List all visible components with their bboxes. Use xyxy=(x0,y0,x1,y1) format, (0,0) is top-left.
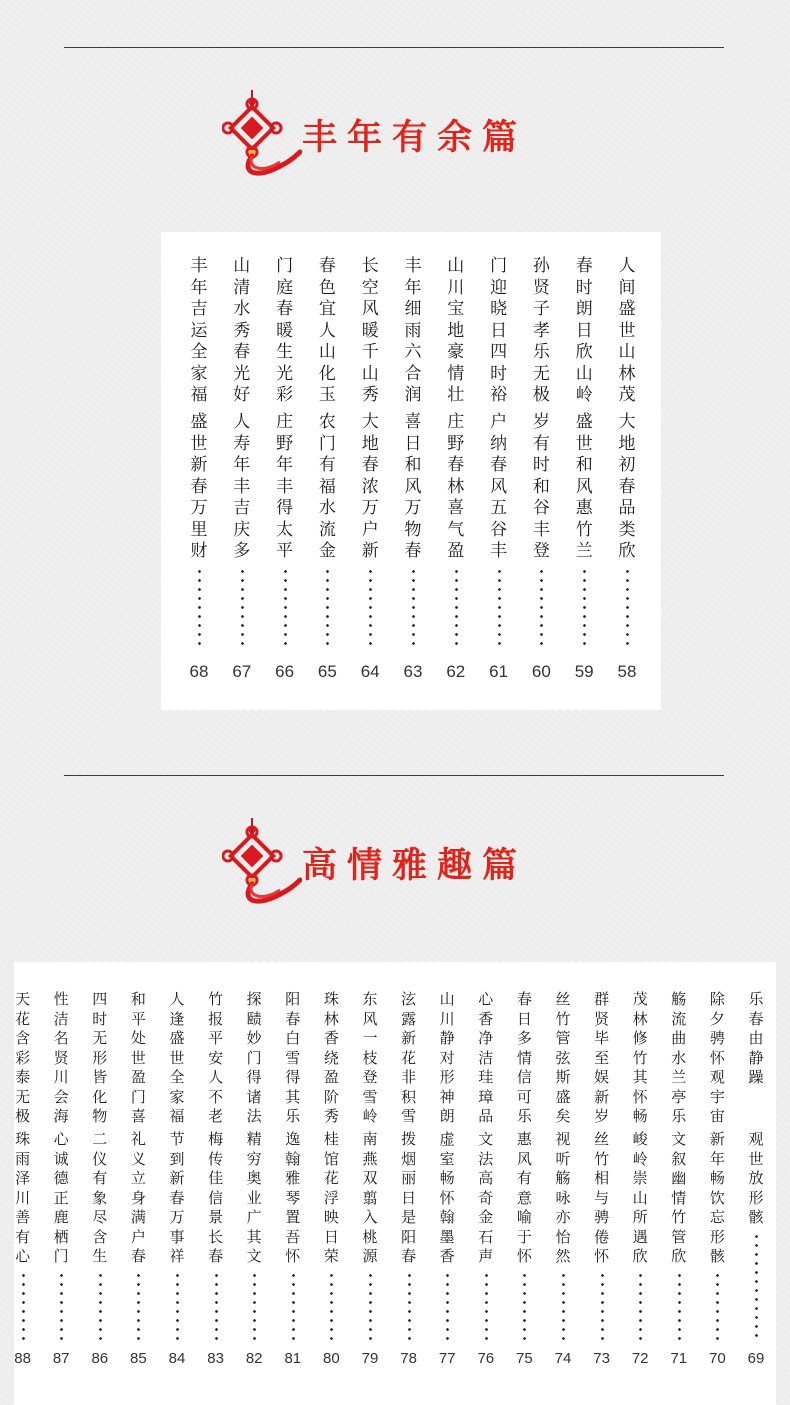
toc-entry[interactable] xyxy=(663,962,695,1405)
page-number: 76 xyxy=(477,1350,495,1367)
entry-line2: 峻 岭 崇 山 所 遇 欣 xyxy=(632,1130,648,1265)
page-number: 73 xyxy=(593,1350,610,1367)
leader-dots xyxy=(99,1271,102,1341)
toc-entry[interactable] xyxy=(200,962,232,1405)
entry-line2: 庄 野 春 林 喜 气 盈 xyxy=(447,412,465,561)
toc-entry[interactable] xyxy=(586,962,618,1405)
entry-line1: 探 赜 妙 门 得 诸 法 xyxy=(246,990,262,1125)
page-number: 74 xyxy=(554,1350,572,1367)
leader-dots xyxy=(755,1232,758,1341)
page-number: 60 xyxy=(531,662,551,681)
toc-entry[interactable] xyxy=(439,232,473,710)
entry-line1: 茂 林 修 竹 其 怀 畅 xyxy=(632,990,648,1125)
entry-line2: 二 仪 有 象 尽 含 生 xyxy=(92,1130,108,1265)
entry-line1: 除 夕 骋 怀 观 宇 宙 xyxy=(709,990,725,1125)
entry-line2: 大 地 春 浓 万 户 新 xyxy=(361,412,379,561)
entry-line1: 竹 报 平 安 人 不 老 xyxy=(208,990,224,1125)
page-number: 62 xyxy=(446,662,466,681)
page-number: 58 xyxy=(617,662,637,681)
entry-line2: 视 听 觞 咏 亦 怡 然 xyxy=(555,1130,571,1265)
page-number: 77 xyxy=(438,1350,456,1367)
entry-line1: 觞 流 曲 水 兰 亭 乐 xyxy=(671,990,687,1125)
toc-entry[interactable] xyxy=(45,962,77,1405)
toc-entry[interactable] xyxy=(225,232,259,710)
entry-line1: 山 川 静 对 形 神 朗 xyxy=(439,990,455,1125)
page-number: 75 xyxy=(516,1350,533,1367)
leader-dots xyxy=(198,567,201,651)
entry-line1: 春 色 宜 人 山 化 玉 xyxy=(318,256,336,405)
chinese-knot-icon xyxy=(222,818,302,908)
section1-title: 丰年有余篇 xyxy=(302,117,528,158)
entry-line2: 南 燕 双 翦 入 桃 源 xyxy=(362,1130,378,1265)
leader-dots xyxy=(369,567,372,651)
toc-entry[interactable] xyxy=(238,962,270,1405)
entry-line1: 丰 年 细 雨 六 合 润 xyxy=(404,256,422,405)
toc-entry[interactable] xyxy=(482,232,516,710)
page-number: 67 xyxy=(232,662,252,681)
toc-entry[interactable] xyxy=(431,962,463,1405)
toc-entry[interactable] xyxy=(268,232,302,710)
entry-line1: 心 香 净 洁 珪 璋 品 xyxy=(478,990,494,1125)
page-number: 84 xyxy=(168,1350,186,1367)
entry-line1: 山 川 宝 地 豪 情 壮 xyxy=(447,256,465,405)
toc-entry[interactable] xyxy=(122,962,154,1405)
toc-entry[interactable] xyxy=(610,232,644,710)
leader-dots xyxy=(716,1271,719,1341)
page-number: 70 xyxy=(709,1350,726,1367)
leader-dots xyxy=(253,1271,256,1341)
toc-entry[interactable] xyxy=(396,232,430,710)
section2-header xyxy=(222,828,527,898)
page-number: 78 xyxy=(400,1350,417,1367)
toc-entry[interactable] xyxy=(508,962,540,1405)
page-number: 83 xyxy=(207,1350,224,1367)
entry-line1: 珠 林 香 绕 盈 阶 秀 xyxy=(323,990,339,1125)
page-number: 80 xyxy=(323,1350,340,1367)
page-number: 82 xyxy=(245,1350,263,1367)
leader-dots xyxy=(485,1271,488,1341)
page-number: 64 xyxy=(360,662,380,681)
leader-dots xyxy=(326,567,329,651)
entry-line1: 孙 贤 子 孝 乐 无 极 xyxy=(532,256,550,405)
page-number: 71 xyxy=(670,1350,688,1367)
toc-entry[interactable] xyxy=(701,962,733,1405)
leader-dots xyxy=(498,567,501,651)
entry-line1: 春 日 多 情 信 可 乐 xyxy=(516,990,532,1125)
leader-dots xyxy=(455,567,458,651)
leader-dots xyxy=(639,1271,642,1341)
entry-line2: 丝 竹 相 与 骋 倦 怀 xyxy=(594,1130,610,1265)
page-number: 81 xyxy=(284,1350,302,1367)
entry-line2: 岁 有 时 和 谷 丰 登 xyxy=(532,412,550,561)
section2-toc-panel xyxy=(14,962,776,1405)
toc-entry[interactable] xyxy=(310,232,344,710)
leader-dots xyxy=(292,1271,295,1341)
entry-line2: 心 诚 德 正 鹿 栖 门 xyxy=(53,1130,69,1265)
toc-entry[interactable] xyxy=(524,232,558,710)
leader-dots xyxy=(540,567,543,651)
entry-line1: 人 间 盛 世 山 林 茂 xyxy=(618,256,636,405)
leader-dots xyxy=(626,567,629,651)
toc-entry[interactable] xyxy=(354,962,386,1405)
page-number: 87 xyxy=(52,1350,70,1367)
leader-dots xyxy=(60,1271,63,1341)
leader-dots xyxy=(284,567,287,651)
leader-dots xyxy=(523,1271,526,1341)
page-number: 72 xyxy=(631,1350,649,1367)
toc-entry[interactable] xyxy=(567,232,601,710)
entry-line1: 泫 露 新 花 非 积 雪 xyxy=(401,990,417,1125)
entry-line1: 东 风 一 枝 登 雪 岭 xyxy=(362,990,378,1125)
page-number: 68 xyxy=(189,662,209,681)
page-number: 66 xyxy=(275,662,295,681)
entry-line2: 人 寿 年 丰 吉 庆 多 xyxy=(233,412,251,561)
leader-dots xyxy=(330,1271,333,1341)
entry-line2: 节 到 新 春 万 事 祥 xyxy=(169,1130,185,1265)
section1-toc-panel xyxy=(161,232,661,710)
page-number: 86 xyxy=(91,1350,109,1367)
entry-line1: 门 庭 春 暖 生 光 彩 xyxy=(276,256,294,405)
entry-line1: 性 洁 名 贤 川 会 海 xyxy=(53,990,69,1125)
entry-line2: 珠 雨 泽 川 善 有 心 xyxy=(15,1130,31,1265)
middle-divider xyxy=(64,775,724,776)
toc-entry[interactable] xyxy=(547,962,579,1405)
entry-line1: 群 贤 毕 至 娱 新 岁 xyxy=(594,990,610,1125)
entry-line1: 乐 春 由 静 躁 xyxy=(748,990,764,1086)
leader-dots xyxy=(562,1271,565,1341)
entry-line1: 山 清 水 秀 春 光 好 xyxy=(233,256,251,405)
entry-line2: 农 门 有 福 水 流 金 xyxy=(318,412,336,561)
toc-entry[interactable] xyxy=(7,962,39,1405)
leader-dots xyxy=(446,1271,449,1341)
page-number: 65 xyxy=(317,662,337,681)
leader-dots xyxy=(22,1271,25,1341)
entry-line2: 精 穷 奥 业 广 其 文 xyxy=(246,1130,262,1265)
leader-dots xyxy=(137,1271,140,1341)
toc-entry[interactable] xyxy=(470,962,502,1405)
entry-line2: 文 叙 幽 情 竹 管 欣 xyxy=(671,1130,687,1265)
leader-dots xyxy=(412,567,415,651)
top-divider xyxy=(64,47,724,48)
section1-header xyxy=(222,100,527,170)
entry-line2: 新 年 畅 饮 忘 形 骸 xyxy=(709,1130,725,1265)
toc-entry[interactable] xyxy=(182,232,216,710)
entry-line2: 大 地 初 春 品 类 欣 xyxy=(618,412,636,561)
toc-entry[interactable] xyxy=(161,962,193,1405)
entry-line2: 盛 世 新 春 万 里 财 xyxy=(190,412,208,561)
toc-entry[interactable] xyxy=(740,962,772,1405)
page-number: 63 xyxy=(403,662,423,681)
entry-line2: 拨 烟 丽 日 是 阳 春 xyxy=(401,1130,417,1265)
page-number: 85 xyxy=(130,1350,147,1367)
leader-dots xyxy=(601,1271,604,1341)
page-number: 61 xyxy=(489,662,509,681)
toc-entry[interactable] xyxy=(393,962,425,1405)
entry-line1: 门 迎 晓 日 四 时 裕 xyxy=(490,256,508,405)
leader-dots xyxy=(241,567,244,651)
page-number: 69 xyxy=(747,1350,765,1367)
entry-line2: 盛 世 和 风 惠 竹 兰 xyxy=(575,412,593,561)
entry-line1: 人 逢 盛 世 全 家 福 xyxy=(169,990,185,1125)
page-number: 79 xyxy=(361,1350,379,1367)
entry-line1: 丰 年 吉 运 全 家 福 xyxy=(190,256,208,405)
entry-line2: 户 纳 春 风 五 谷 丰 xyxy=(490,412,508,561)
entry-line1: 四 时 无 形 皆 化 物 xyxy=(92,990,108,1125)
page-number: 88 xyxy=(14,1350,31,1367)
section2-title: 高情雅趣篇 xyxy=(302,845,528,886)
leader-dots xyxy=(408,1271,411,1341)
toc-entry[interactable] xyxy=(84,962,116,1405)
entry-line2: 礼 义 立 身 满 户 春 xyxy=(130,1130,146,1265)
page-number: 59 xyxy=(574,662,594,681)
entry-line2: 文 法 高 奇 金 石 声 xyxy=(478,1130,494,1265)
entry-line2: 桂 馆 花 浮 映 日 荣 xyxy=(323,1130,339,1265)
entry-line1: 阳 春 白 雪 得 其 乐 xyxy=(285,990,301,1125)
leader-dots xyxy=(369,1271,372,1341)
entry-line1: 丝 竹 管 弦 斯 盛 矣 xyxy=(555,990,571,1125)
entry-line2: 梅 传 佳 信 景 长 春 xyxy=(208,1130,224,1265)
entry-line2: 观 世 放 形 骸 xyxy=(748,1130,764,1226)
entry-line1: 天 花 含 彩 泰 无 极 xyxy=(15,990,31,1125)
toc-entry[interactable] xyxy=(353,232,387,710)
entry-line1: 长 空 风 暖 千 山 秀 xyxy=(361,256,379,405)
entry-line2: 虚 室 畅 怀 翰 墨 香 xyxy=(439,1130,455,1265)
leader-dots xyxy=(583,567,586,651)
entry-line2: 逸 翰 雅 琴 置 吾 怀 xyxy=(285,1130,301,1265)
leader-dots xyxy=(215,1271,218,1341)
toc-entry[interactable] xyxy=(624,962,656,1405)
entry-line2: 惠 风 有 意 喻 于 怀 xyxy=(516,1130,532,1265)
leader-dots xyxy=(678,1271,681,1341)
entry-line1: 春 时 朗 日 欣 山 岭 xyxy=(575,256,593,405)
entry-line2: 庄 野 年 丰 得 太 平 xyxy=(276,412,294,561)
toc-entry[interactable] xyxy=(277,962,309,1405)
leader-dots xyxy=(176,1271,179,1341)
entry-line2: 喜 日 和 风 万 物 春 xyxy=(404,412,422,561)
entry-line1: 和 平 处 世 盈 门 喜 xyxy=(130,990,146,1125)
chinese-knot-icon xyxy=(222,90,302,180)
toc-entry[interactable] xyxy=(315,962,347,1405)
